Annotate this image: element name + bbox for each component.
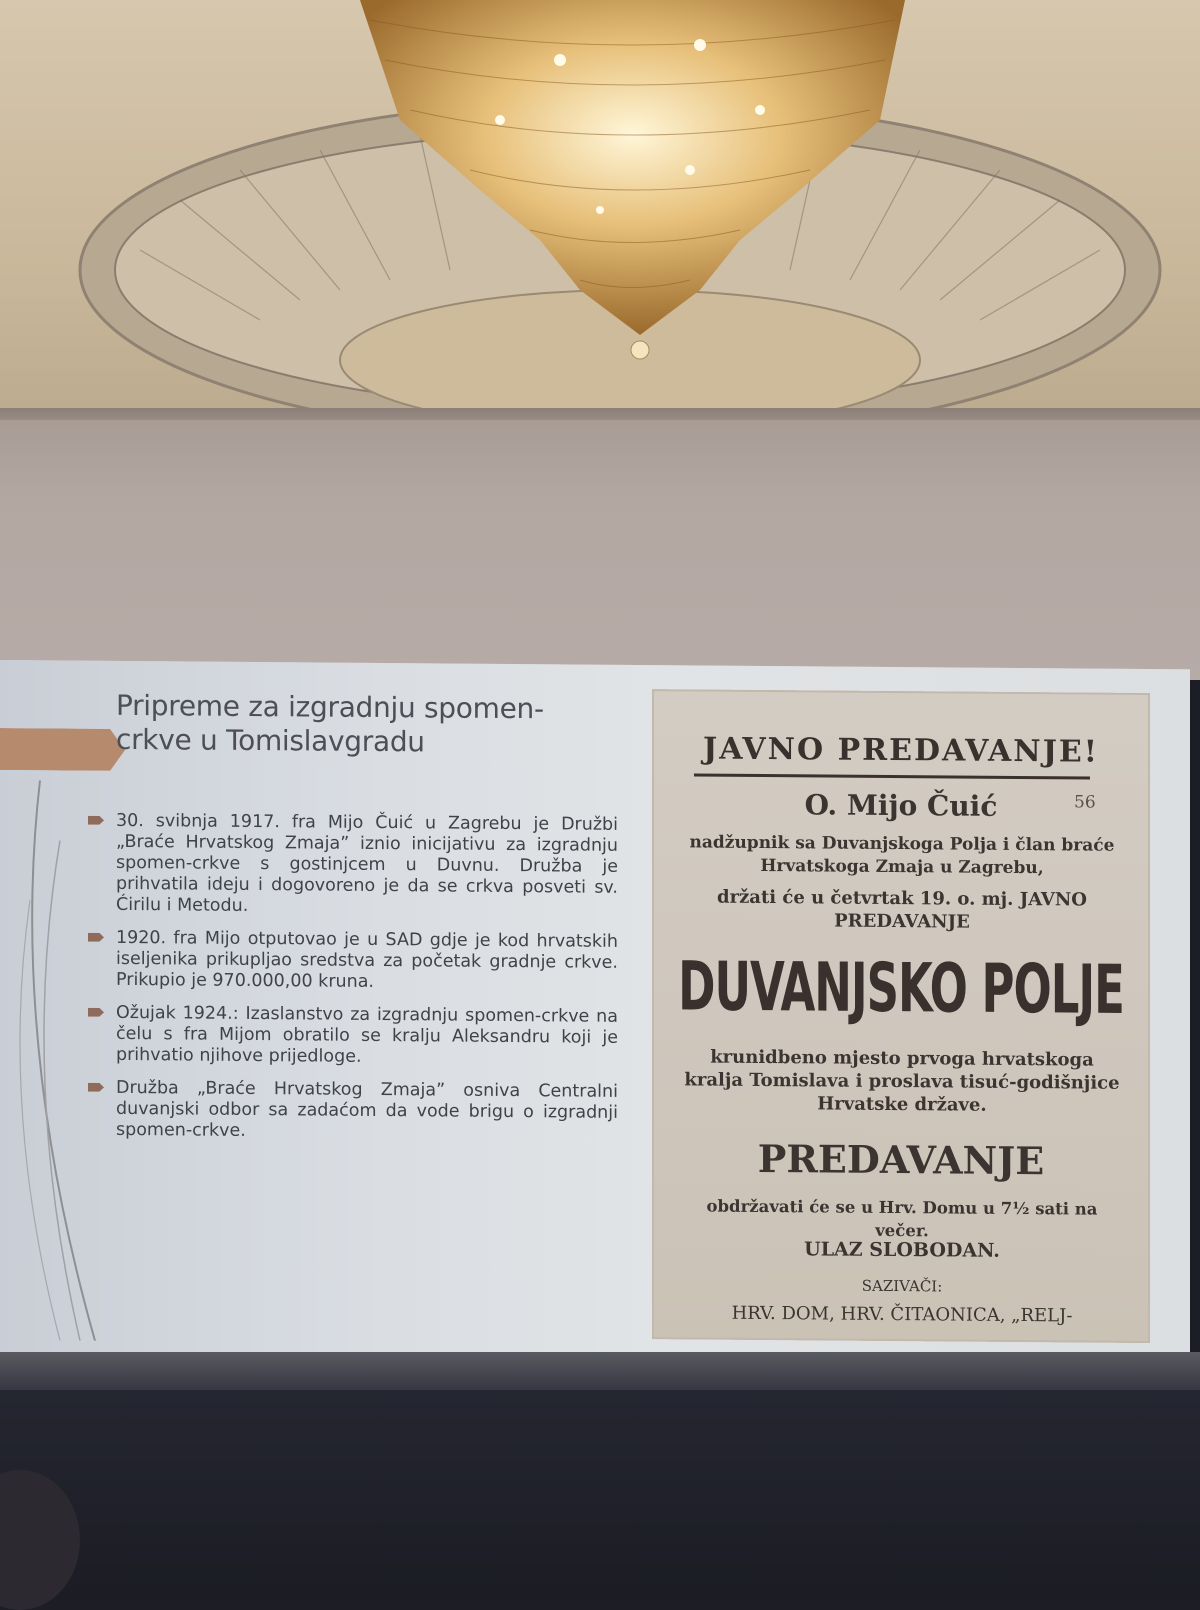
title-accent-tab <box>0 728 125 771</box>
presentation-slide <box>0 660 1190 1369</box>
poster-announcement: držati će u četvrtak 19. o. mj. JAVNO PREDAVANJE <box>717 886 1087 933</box>
slide-title: Pripreme za izgradnju spomen-crkve u Tomislavgradu <box>116 688 544 759</box>
poster-predavanje: PREDAVANJE <box>757 1135 1045 1184</box>
bullet-arrow-icon <box>88 816 104 825</box>
newspaper-poster <box>652 689 1150 1343</box>
poster-rule <box>694 773 1090 779</box>
poster-speaker: O. Mijo Čuić <box>804 788 998 823</box>
bullet-text: 1920. fra Mijo otputovao je u SAD gdje je kod hrvatskih iseljenika prikupljao sredstva za početak gradnje crkve. Prikupio je 970.000,00 kruna. <box>116 927 618 992</box>
screen-bottom-edge <box>0 1352 1200 1392</box>
bullet-text: Družba „Braće Hrvatskog Zmaja” osniva Centralni duvanjski odbor sa zadaćom da vode brigu o izgradnji spomen-crkve. <box>116 1077 618 1141</box>
poster-entry: ULAZ SLOBODAN. <box>804 1238 1000 1262</box>
poster-speaker-desc: nadžupnik sa Duvanjskoga Polja i član braće Hrvatskoga Zmaja u Zagrebu, <box>689 832 1115 879</box>
projector-screen <box>0 660 1190 1369</box>
poster-heading: JAVNO PREDAVANJE! <box>703 731 1099 770</box>
poster-venue: obdržavati će se u Hrv. Domu u 7½ sati na večer. <box>706 1196 1098 1241</box>
bullet-arrow-icon <box>88 1008 104 1017</box>
poster-big-title: DUVANJSKO POLJE <box>678 947 1124 1030</box>
bullet-arrow-icon <box>88 933 104 942</box>
ceiling <box>0 0 1200 450</box>
bullet-item <box>88 1003 618 1070</box>
audience-area <box>0 1390 1200 1600</box>
wall <box>0 420 1200 680</box>
poster-subject: krunidbeno mjesto prvoga hrvatskoga kralja Tomislava i proslava tisuć-godišnjice Hrvatske države. <box>684 1046 1120 1116</box>
bullet-list <box>88 811 618 1157</box>
bullet-item <box>88 928 618 995</box>
poster-number: 56 <box>1074 792 1096 813</box>
poster-organizers: HRV. DOM, HRV. ČITAONICA, „RELJ- <box>731 1302 1073 1327</box>
bullet-item <box>88 1078 618 1145</box>
bullet-arrow-icon <box>88 1083 104 1092</box>
bullet-item <box>88 811 618 920</box>
poster-organizers-label: SAZIVAČI: <box>861 1276 943 1296</box>
bullet-text: Ožujak 1924.: Izaslanstvo za izgradnju spomen-crkve na čelu s fra Mijom obratilo se kralju Aleksandru koji je prihvatio njihove prijedloge. <box>116 1002 618 1067</box>
bullet-text: 30. svibnja 1917. fra Mijo Čuić u Zagrebu je Družbi „Braće Hrvatskog Zmaja” iznio inicijativu za izgradnju spomen-crkve s gostinjcem u Duvnu. Družba je prihvatila ideju i dogovoreno je da se crkva posveti sv. Ćirilu i Metodu. <box>116 810 618 916</box>
ceiling-drawing <box>0 0 1200 450</box>
